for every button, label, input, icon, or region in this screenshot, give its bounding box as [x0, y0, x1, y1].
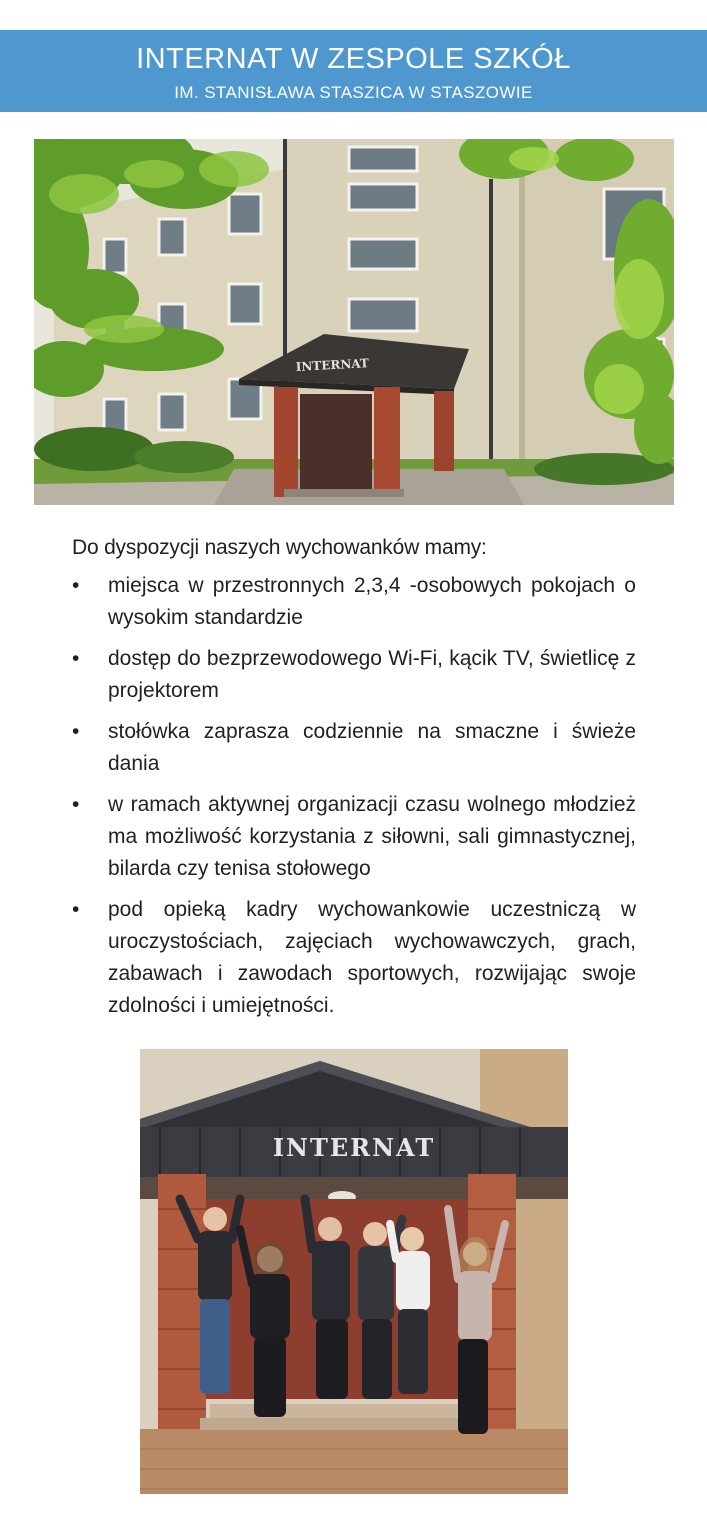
list-item	[72, 894, 636, 1022]
list-item-text: pod opieką kadry wychowankowie uczestniczą w uroczystościach, zajęciach wychowawczych, grach, zabawach i zawodach sportowych, rozwijając swoje zdolności i umiejętności.	[108, 898, 636, 1017]
list-item	[72, 570, 636, 634]
bullet-icon: •	[72, 574, 80, 597]
students-sign-text: INTERNAT	[272, 1133, 436, 1162]
bullet-icon: •	[72, 720, 80, 743]
bullet-icon: •	[72, 793, 80, 816]
facilities-list	[72, 570, 636, 1022]
building-sign-text: INTERNAT	[295, 356, 370, 374]
bullet-icon: •	[72, 647, 80, 670]
list-item-text: w ramach aktywnej organizacji czasu wolnego młodzież ma możliwość korzystania z siłowni, sali gimnastycznej, bilarda czy tenisa stołowego	[108, 793, 636, 880]
list-item-text: stołówka zaprasza codziennie na smaczne i świeże dania	[108, 720, 636, 775]
facilities-section	[72, 532, 636, 1031]
students-photo	[140, 1049, 568, 1494]
facilities-intro: Do dyspozycji naszych wychowanków mamy:	[72, 536, 487, 559]
list-item	[72, 643, 636, 707]
page-header	[0, 30, 707, 112]
list-item	[72, 716, 636, 780]
list-item-text: dostęp do bezprzewodowego Wi-Fi, kącik TV, świetlicę z projektorem	[108, 647, 636, 702]
page-subtitle: IM. STANISŁAWA STASZICA W STASZOWIE	[174, 83, 533, 102]
bullet-icon: •	[72, 898, 80, 921]
building-photo	[34, 139, 674, 505]
list-item	[72, 789, 636, 885]
list-item-text: miejsca w przestronnych 2,3,4 -osobowych pokojach o wysokim standardzie	[108, 574, 636, 629]
top-margin	[0, 0, 707, 30]
page-title: INTERNAT W ZESPOLE SZKÓŁ	[136, 43, 571, 75]
